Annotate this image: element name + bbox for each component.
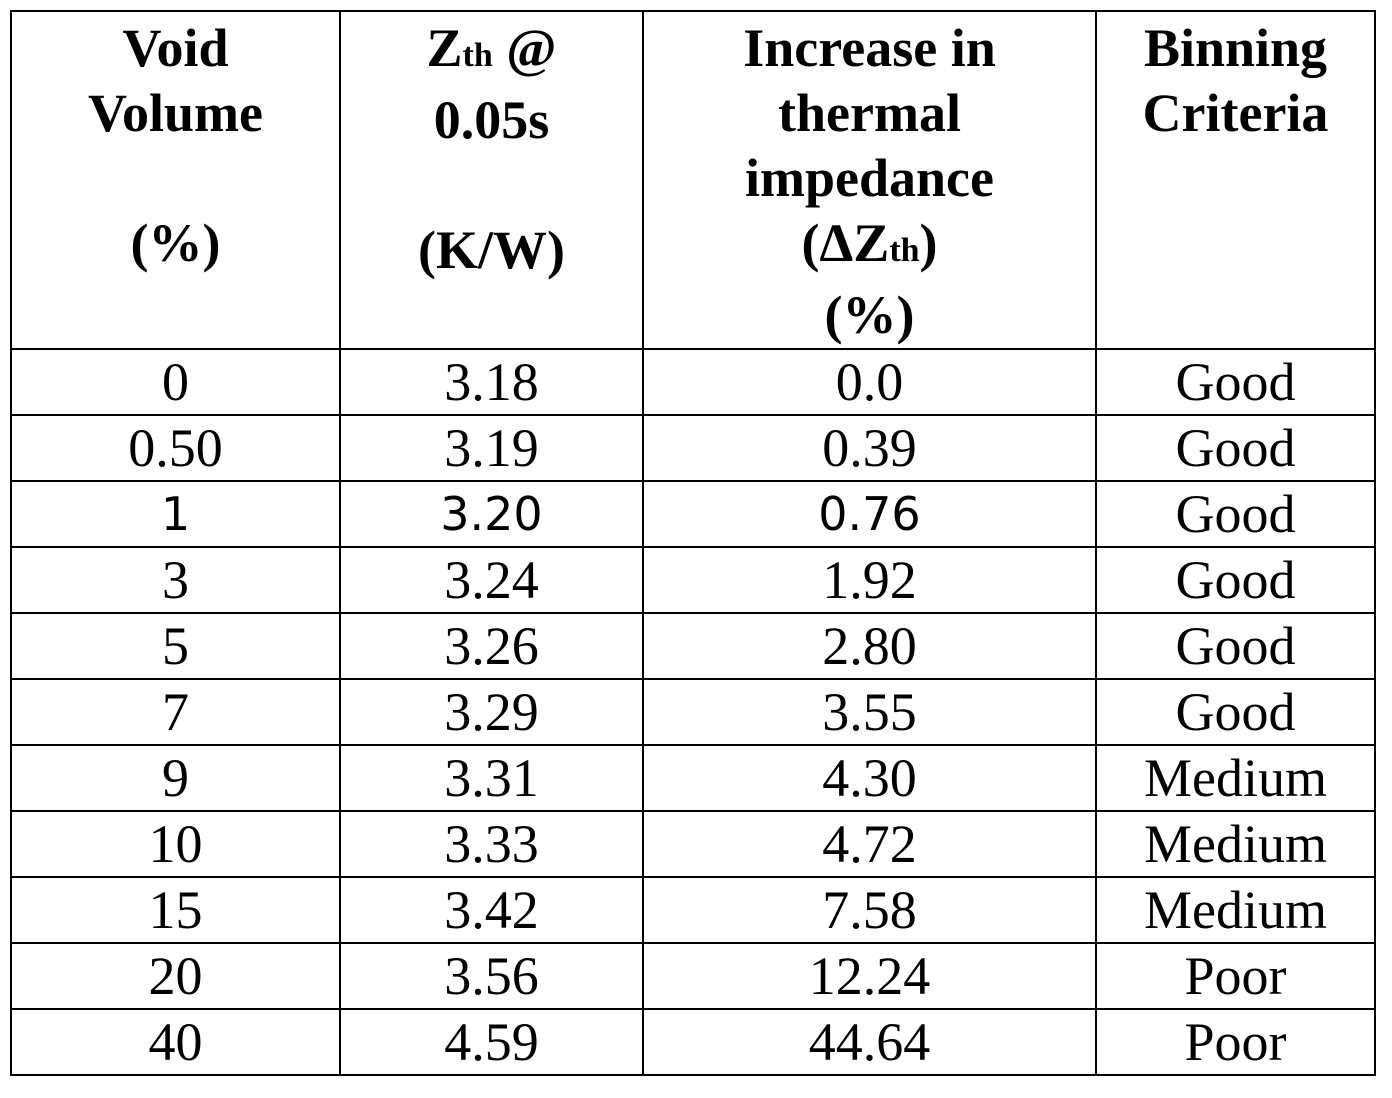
cell-zth: 3.42 [340, 877, 643, 943]
header-increase-unit: (%) [824, 285, 915, 345]
cell-binning: Good [1096, 613, 1375, 679]
table-row [11, 679, 1375, 745]
cell-binning: Poor [1096, 943, 1375, 1009]
cell-increase: 3.55 [643, 679, 1096, 745]
cell-increase: 2.80 [643, 613, 1096, 679]
header-zth-unit: (K/W) [418, 220, 565, 280]
cell-void-volume: 10 [11, 811, 340, 877]
cell-binning: Good [1096, 547, 1375, 613]
cell-binning: Good [1096, 349, 1375, 415]
header-increase-delta: (ΔZth) [801, 213, 938, 273]
cell-void-volume: 5 [11, 613, 340, 679]
cell-zth: 3.20 [340, 481, 643, 547]
cell-void-volume: 3 [11, 547, 340, 613]
void-volume-thermal-impedance-table [10, 10, 1376, 1076]
header-void-volume-line2: Volume [87, 83, 264, 143]
cell-increase: 0.76 [643, 481, 1096, 547]
header-binning-criteria [1096, 11, 1375, 349]
table-row [11, 877, 1375, 943]
cell-zth: 3.33 [340, 811, 643, 877]
table-row [11, 745, 1375, 811]
cell-increase: 1.92 [643, 547, 1096, 613]
header-zth-line1: Zth @ [426, 18, 557, 78]
cell-zth: 3.56 [340, 943, 643, 1009]
table-row [11, 349, 1375, 415]
cell-zth: 3.31 [340, 745, 643, 811]
cell-void-volume: 1 [11, 481, 340, 547]
header-increase-line1: Increase in [743, 18, 996, 78]
cell-zth: 4.59 [340, 1009, 643, 1075]
cell-void-volume: 9 [11, 745, 340, 811]
header-zth-line2: 0.05s [433, 90, 550, 150]
cell-increase: 0.39 [643, 415, 1096, 481]
header-void-volume [11, 11, 340, 349]
cell-zth: 3.26 [340, 613, 643, 679]
table-row [11, 415, 1375, 481]
header-void-volume-line1: Void [122, 18, 229, 78]
header-increase-thermal-impedance [643, 11, 1096, 349]
cell-void-volume: 0 [11, 349, 340, 415]
cell-zth: 3.19 [340, 415, 643, 481]
cell-binning: Medium [1096, 745, 1375, 811]
header-void-volume-unit: (%) [130, 213, 221, 273]
cell-binning: Medium [1096, 811, 1375, 877]
header-binning-line1: Binning [1143, 18, 1328, 78]
table-row [11, 547, 1375, 613]
cell-void-volume: 15 [11, 877, 340, 943]
header-zth [340, 11, 643, 349]
cell-binning: Poor [1096, 1009, 1375, 1075]
table-row [11, 943, 1375, 1009]
table-row [11, 481, 1375, 547]
cell-increase: 7.58 [643, 877, 1096, 943]
cell-binning: Good [1096, 415, 1375, 481]
cell-void-volume: 7 [11, 679, 340, 745]
cell-increase: 4.30 [643, 745, 1096, 811]
table-row [11, 613, 1375, 679]
cell-increase: 4.72 [643, 811, 1096, 877]
header-increase-line3: impedance [745, 148, 994, 208]
cell-void-volume: 0.50 [11, 415, 340, 481]
table-row [11, 811, 1375, 877]
table-row [11, 1009, 1375, 1075]
cell-increase: 44.64 [643, 1009, 1096, 1075]
cell-zth: 3.29 [340, 679, 643, 745]
cell-zth: 3.24 [340, 547, 643, 613]
cell-binning: Medium [1096, 877, 1375, 943]
cell-increase: 12.24 [643, 943, 1096, 1009]
header-row [11, 11, 1375, 349]
cell-binning: Good [1096, 679, 1375, 745]
header-binning-line2: Criteria [1142, 83, 1329, 143]
cell-binning: Good [1096, 481, 1375, 547]
cell-void-volume: 40 [11, 1009, 340, 1075]
header-increase-line2: thermal [778, 83, 961, 143]
cell-zth: 3.18 [340, 349, 643, 415]
cell-void-volume: 20 [11, 943, 340, 1009]
cell-increase: 0.0 [643, 349, 1096, 415]
